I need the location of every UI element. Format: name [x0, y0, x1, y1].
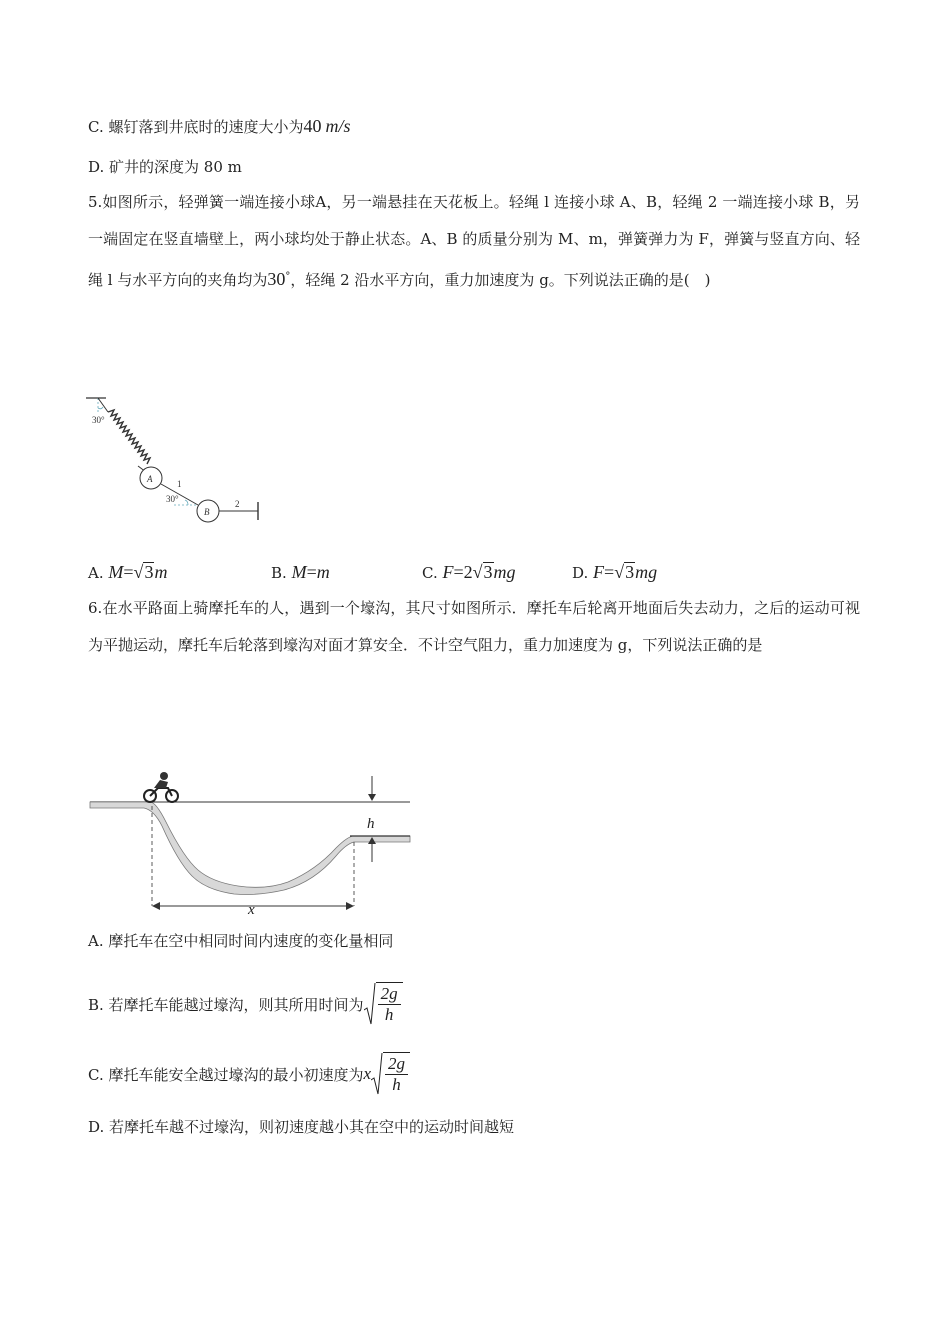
q6-option-b: [88, 982, 403, 1026]
q6-option-b-sqrt: [364, 982, 403, 1026]
q5-option-a: A. M=√3m: [88, 562, 168, 582]
q5-spring-figure: [84, 392, 274, 532]
angle-arc-top: [98, 407, 103, 409]
q6-option-b-den: h: [384, 1005, 394, 1024]
h-label: h: [367, 816, 375, 832]
q4-option-c: [88, 116, 351, 137]
q6-option-c-text: C. 摩托车能安全越过壕沟的最小初速度为: [88, 1065, 364, 1084]
spring-coils: [108, 410, 150, 464]
q5-stem-part1: 5.如图所示，轻弹簧一端连接小球A，另一端悬挂在天花板上。轻绳 l 连接小球 A、B，轻绳 2 一端连接小球 B，另一端固定在竖直墙壁上，两小球均处于静止状态。A、B 的质量分别为 M、m，弹簧弹力为 F，弹簧与竖直方向、轻绳 l 与水平方向的夹角均为: [88, 193, 860, 289]
q5-option-a-lhs: M: [108, 562, 124, 582]
q5-option-d-rad: 3: [625, 562, 635, 582]
q5-stem-angle: 30: [267, 269, 286, 289]
q5-option-d-rhs: mg: [635, 562, 658, 582]
q5-option-c-rhs: mg: [493, 562, 516, 582]
motorcycle-icon: [144, 772, 178, 802]
q6-option-b-num: 2g: [378, 984, 401, 1005]
q5-option-a-eq: =: [123, 562, 134, 582]
q5-option-c-label: C.: [422, 564, 438, 582]
q6-option-a: A. 摩托车在空中相同时间内速度的变化量相同: [88, 932, 394, 950]
q6-option-d: D. 若摩托车越不过壕沟，则初速度越小其在空中的运动时间越短: [88, 1118, 515, 1136]
q4-option-c-unit: m/s: [325, 116, 351, 136]
rope-1-label: 1: [177, 479, 182, 489]
rope-2-label: 2: [235, 499, 240, 509]
angle-label-top: 30°: [92, 415, 105, 425]
q5-stem-angle-unit: °: [285, 271, 291, 282]
q6-ditch-figure: [88, 766, 418, 918]
q5-option-b-label: B.: [271, 564, 287, 582]
q6-option-c-pre: x: [363, 1064, 372, 1083]
q5-option-b: [271, 562, 330, 583]
q5-option-d-lhs: F: [593, 562, 605, 582]
q6-stem: 6.在水平路面上骑摩托车的人，遇到一个壕沟，其尺寸如图所示．摩托车后轮离开地面后失去动力，之后的运动可视为平抛运动，摩托车后轮落到壕沟对面才算安全．不计空气阻力，重力加速度为 g，下列说法正确的是: [88, 599, 860, 654]
q5-option-a-rhs: m: [154, 562, 168, 582]
q5-option-c-rad: 3: [483, 562, 493, 582]
q5-option-b-lhs: M: [291, 562, 307, 582]
q6-option-c-sqrt: [371, 1052, 410, 1096]
angle-arc-bottom: [185, 500, 188, 505]
q5-option-d: D. F=√3mg: [572, 562, 658, 582]
q5-option-d-eq: =: [604, 562, 615, 582]
q5-option-a-rad: 3: [144, 562, 154, 582]
q6-option-b-text: B. 若摩托车能越过壕沟，则其所用时间为: [88, 995, 364, 1014]
q6-option-c-num: 2g: [385, 1054, 408, 1075]
ball-b-label: B: [204, 507, 210, 517]
q4-option-c-text: C. 螺钉落到井底时的速度大小为: [88, 118, 304, 136]
q4-option-c-value: 40: [303, 116, 322, 136]
spring-top-lead: [98, 398, 108, 412]
q6-option-c-den: h: [392, 1075, 401, 1094]
q6-option-c: [88, 1052, 410, 1096]
q5-option-c-eq: =2: [453, 562, 473, 582]
q5-option-c: C. F=2√3mg: [422, 562, 516, 582]
q5-option-c-lhs: F: [442, 562, 454, 582]
q5-stem: [88, 184, 860, 299]
q5-option-b-eq: =: [306, 562, 317, 582]
q5-option-d-label: D.: [572, 564, 589, 582]
angle-label-bottom: 30°: [166, 494, 179, 504]
q5-option-b-rhs: m: [316, 562, 330, 582]
ball-a-label: A: [147, 474, 153, 484]
q4-option-d: D. 矿井的深度为 80 m: [88, 158, 242, 176]
q5-stem-part2: ，轻绳 2 沿水平方向，重力加速度为 g。下列说法正确的是( ): [290, 271, 711, 289]
x-label: x: [248, 902, 255, 918]
q5-option-a-label: A.: [88, 564, 104, 582]
ditch-terrain: [90, 802, 410, 895]
